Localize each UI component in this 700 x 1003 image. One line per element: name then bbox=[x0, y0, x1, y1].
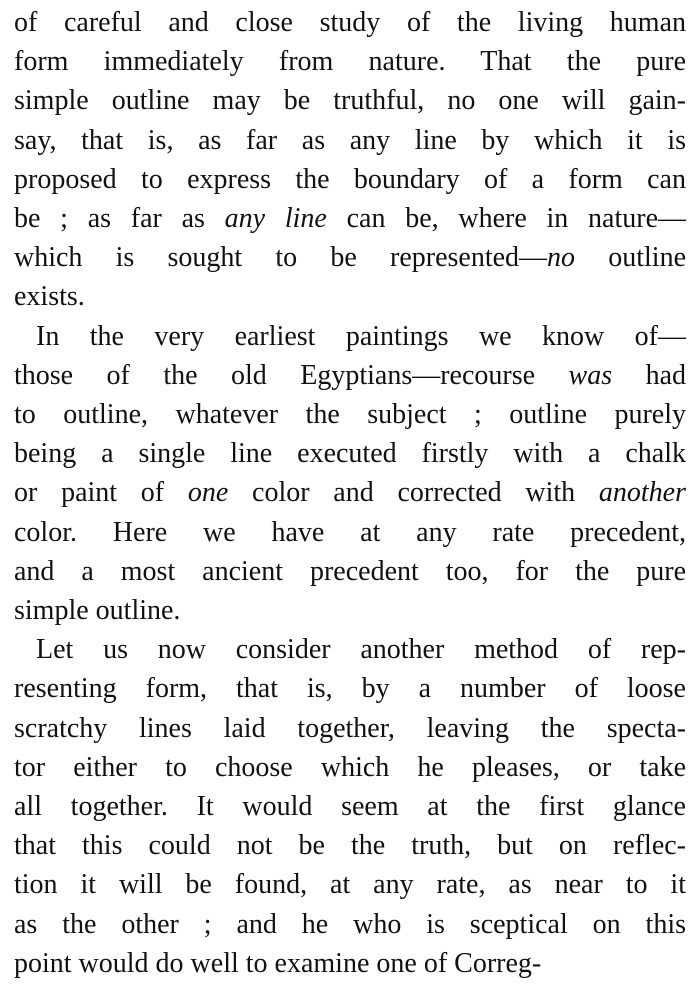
text-run: had bbox=[612, 359, 686, 391]
text-run: those of the old Egyptians—recourse bbox=[14, 359, 569, 391]
italic-text: was bbox=[568, 359, 613, 391]
text-line bbox=[14, 865, 686, 904]
text-run: tor either to choose which he pleases, or take bbox=[14, 751, 686, 783]
text-line bbox=[14, 748, 686, 787]
text-line bbox=[14, 395, 686, 434]
text-run: Let us now consider another method of rep- bbox=[36, 634, 686, 666]
text-run: being a single line executed firstly with a chalk bbox=[14, 438, 686, 470]
text-run: which is sought to be represented— bbox=[14, 242, 548, 274]
text-line bbox=[14, 787, 686, 826]
text-line bbox=[14, 160, 686, 199]
text-line bbox=[14, 669, 686, 708]
text-line bbox=[14, 709, 686, 748]
text-run: simple outline. bbox=[14, 595, 181, 626]
text-line bbox=[14, 199, 686, 238]
text-line bbox=[14, 238, 686, 277]
text-run: can be, where in nature— bbox=[326, 203, 687, 234]
text-run: of careful and close study of the living human bbox=[14, 7, 686, 38]
text-run: say, that is, as far as any line by which it is bbox=[14, 124, 686, 156]
text-run: In the very earliest paintings we know of— bbox=[36, 320, 686, 352]
text-run: and a most ancient precedent too, for the pure bbox=[14, 555, 686, 587]
text-line bbox=[14, 552, 686, 591]
text-run: simple outline may be truthful, no one will gain- bbox=[14, 85, 686, 117]
text-run: or paint of bbox=[14, 477, 188, 509]
text-line bbox=[36, 630, 686, 669]
text-line bbox=[14, 121, 686, 160]
text-line bbox=[14, 42, 686, 81]
italic-text: one bbox=[187, 477, 229, 509]
text-run: point would do well to examine one of Correg- bbox=[14, 947, 542, 979]
italic-text: another bbox=[598, 477, 686, 509]
text-run: that this could not be the truth, but on reflec- bbox=[14, 830, 686, 862]
text-run: proposed to express the boundary of a form can bbox=[14, 163, 686, 195]
text-line bbox=[14, 905, 686, 944]
text-line bbox=[14, 591, 686, 630]
text-line bbox=[14, 473, 686, 512]
text-line bbox=[14, 277, 686, 316]
text-run: scratchy lines laid together, leaving the specta- bbox=[14, 712, 686, 744]
italic-text: no bbox=[547, 242, 576, 274]
text-run: color. Here we have at any rate precedent, bbox=[14, 516, 686, 548]
text-line bbox=[14, 3, 686, 42]
text-line bbox=[14, 434, 686, 473]
text-run: exists. bbox=[14, 281, 85, 313]
text-run: color and corrected with bbox=[228, 477, 599, 509]
text-line bbox=[14, 513, 686, 552]
text-line bbox=[14, 826, 686, 865]
text-run: to outline, whatever the subject ; outline purely bbox=[14, 399, 686, 430]
text-run: resenting form, that is, by a number of loose bbox=[14, 673, 686, 705]
text-line bbox=[14, 356, 686, 395]
text-line bbox=[36, 317, 686, 356]
text-run: form immediately from nature. That the pure bbox=[14, 46, 686, 78]
italic-text: any line bbox=[224, 203, 327, 234]
text-run: be ; as far as bbox=[14, 203, 225, 234]
text-line bbox=[14, 81, 686, 120]
text-run: tion it will be found, at any rate, as near to it bbox=[14, 869, 686, 901]
text-run: as the other ; and he who is sceptical on this bbox=[14, 908, 686, 940]
text-run: outline bbox=[575, 242, 686, 274]
text-run: all together. It would seem at the first glance bbox=[14, 791, 686, 822]
text-line bbox=[14, 944, 686, 983]
